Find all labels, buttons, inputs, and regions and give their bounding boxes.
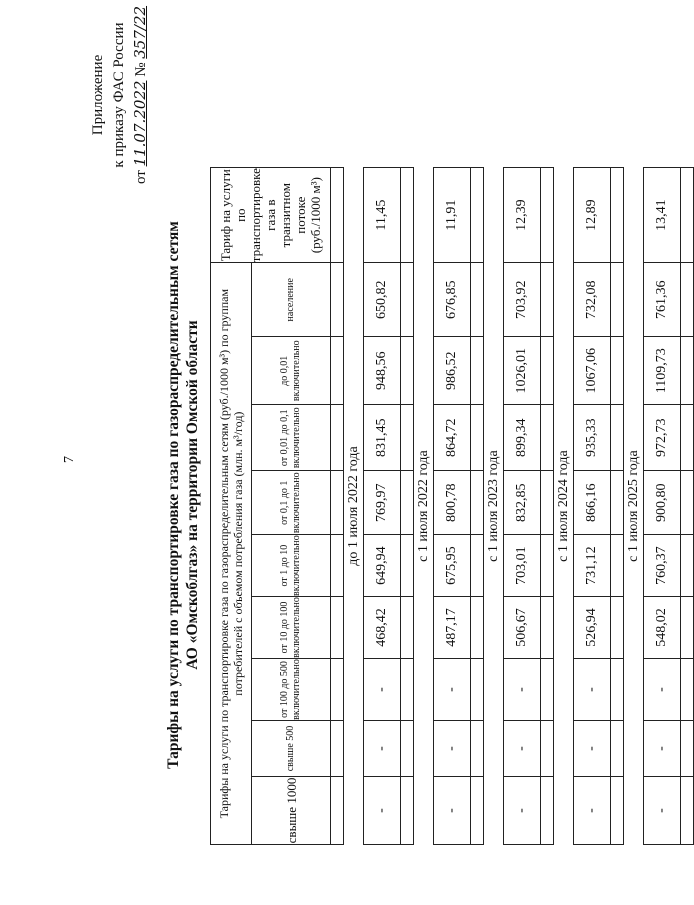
- appendix-block: [88, 0, 152, 205]
- col-header: от 1 до 10 включительно: [252, 535, 331, 597]
- cell: 866,16: [574, 471, 611, 535]
- cell: -: [504, 777, 541, 845]
- cell: 487,17: [434, 597, 471, 659]
- cell: -: [434, 721, 471, 777]
- period-label: с 1 июля 2024 года: [554, 168, 574, 845]
- spacer-row: [331, 168, 344, 845]
- cell: 800,78: [434, 471, 471, 535]
- cell: 831,45: [364, 405, 401, 471]
- cell: 1067,06: [574, 337, 611, 405]
- col-header: от 100 до 500 включительно: [252, 659, 331, 721]
- period-row: [554, 168, 574, 845]
- cell: 986,52: [434, 337, 471, 405]
- cell: 649,94: [364, 535, 401, 597]
- cell: -: [574, 659, 611, 721]
- col-header: население: [252, 263, 331, 337]
- cell: -: [644, 721, 681, 777]
- group-header: Тарифы на услуги по транспортировке газа по газораспределительным сетям (руб./1000 м³) по группам потребителей с объемом потребления газа (млн. м³/год): [211, 263, 252, 845]
- cell: -: [644, 777, 681, 845]
- transit-header: Тариф на услуги по транспортировке газа в транзитном потоке (руб./1000 м³): [211, 168, 331, 263]
- cell: 703,92: [504, 263, 541, 337]
- order-number: 357/22: [131, 5, 149, 59]
- cell: 761,36: [644, 263, 681, 337]
- cell: 972,73: [644, 405, 681, 471]
- cell: 732,08: [574, 263, 611, 337]
- cell: 12,89: [574, 168, 611, 263]
- cell: 12,39: [504, 168, 541, 263]
- period-label: с 1 июля 2025 года: [624, 168, 644, 845]
- spacer-row: [681, 168, 694, 845]
- values-row: [364, 168, 401, 845]
- cell: -: [434, 777, 471, 845]
- col-header: свыше 1000: [252, 777, 331, 845]
- cell: 1109,73: [644, 337, 681, 405]
- cell: 506,67: [504, 597, 541, 659]
- values-row: [644, 168, 681, 845]
- number-label: №: [133, 62, 149, 77]
- appendix-date-number: [130, 0, 152, 205]
- col-header: свыше 500: [252, 721, 331, 777]
- period-label: с 1 июля 2023 года: [484, 168, 504, 845]
- cell: 650,82: [364, 263, 401, 337]
- title-line-2: АО «Омскоблгаз» на территории Омской области: [184, 320, 201, 670]
- cell: 900,80: [644, 471, 681, 535]
- cell: 468,42: [364, 597, 401, 659]
- cell: 832,85: [504, 471, 541, 535]
- values-row: [574, 168, 611, 845]
- cell: 760,37: [644, 535, 681, 597]
- cell: -: [364, 777, 401, 845]
- cell: -: [574, 721, 611, 777]
- period-row: [344, 168, 364, 845]
- period-label: с 1 июля 2022 года: [414, 168, 434, 845]
- period-row: [484, 168, 504, 845]
- spacer-row: [471, 168, 484, 845]
- values-row: [504, 168, 541, 845]
- cell: 526,94: [574, 597, 611, 659]
- cell: -: [574, 777, 611, 845]
- cell: 864,72: [434, 405, 471, 471]
- col-header: от 0,01 до 0,1 включительно: [252, 405, 331, 471]
- cell: -: [364, 659, 401, 721]
- cell: -: [504, 659, 541, 721]
- col-header: от 0,1 до 1 включительно: [252, 471, 331, 535]
- cell: 11,91: [434, 168, 471, 263]
- values-row: [434, 168, 471, 845]
- tariff-table: [210, 167, 694, 845]
- cell: 675,95: [434, 535, 471, 597]
- appendix-order-ref: к приказу ФАС России: [111, 22, 127, 168]
- appendix-title: Приложение: [90, 54, 106, 136]
- order-date: 11.07.2022: [131, 80, 149, 167]
- cell: 731,12: [574, 535, 611, 597]
- spacer-row: [611, 168, 624, 845]
- title-line-1: Тарифы на услуги по транспортировке газа по газораспределительным сетям: [165, 221, 182, 769]
- cell: 1026,01: [504, 337, 541, 405]
- cell: -: [504, 721, 541, 777]
- col-header: от 10 до 100 включительно: [252, 597, 331, 659]
- cell: -: [434, 659, 471, 721]
- cell: 935,33: [574, 405, 611, 471]
- page-number: 7: [62, 456, 77, 463]
- spacer-row: [541, 168, 554, 845]
- cell: -: [644, 659, 681, 721]
- cell: 899,34: [504, 405, 541, 471]
- cell: 13,41: [644, 168, 681, 263]
- period-label: до 1 июля 2022 года: [344, 168, 364, 845]
- cell: 11,45: [364, 168, 401, 263]
- spacer-row: [401, 168, 414, 845]
- col-header: до 0,01 включительно: [252, 337, 331, 405]
- period-row: [414, 168, 434, 845]
- cell: 703,01: [504, 535, 541, 597]
- cell: 676,85: [434, 263, 471, 337]
- cell: 769,97: [364, 471, 401, 535]
- cell: 948,56: [364, 337, 401, 405]
- date-prefix: от: [133, 170, 149, 185]
- period-row: [624, 168, 644, 845]
- cell: -: [364, 721, 401, 777]
- document-title: [164, 145, 202, 845]
- cell: 548,02: [644, 597, 681, 659]
